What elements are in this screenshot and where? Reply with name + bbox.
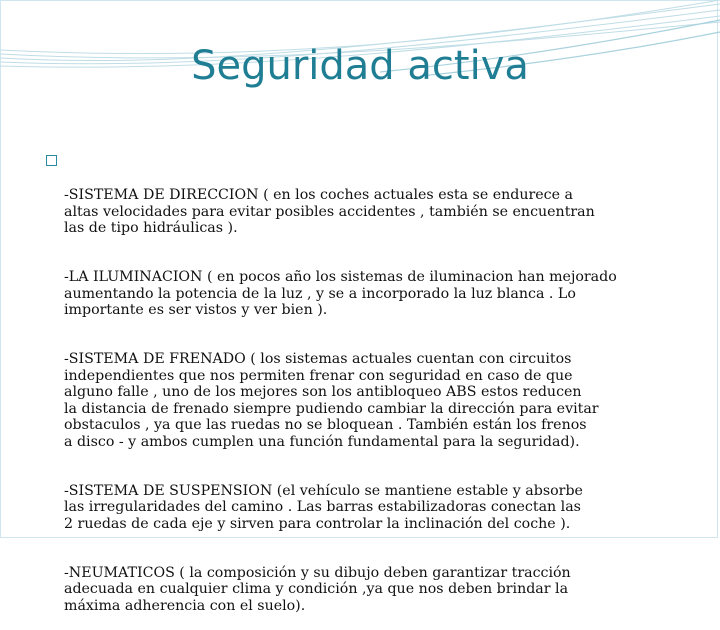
paragraph-suspension [46,466,686,532]
paragraph-text: -LA ILUMINACION ( en pocos año los sistemas de iluminacion han mejorado aumentando la potencia de la luz , y se a incorporado la luz blanca . Lo importante es ser vistos y ver bien ). [64,269,617,318]
paragraph-text: -SISTEMA DE DIRECCION ( en los coches actuales esta se endurece a altas velocidades para evitar posibles accidentes , también se encuentran las de tipo hidráulicas ). [64,187,595,236]
slide-body [46,154,686,630]
paragraph-text: -SISTEMA DE FRENADO ( los sistemas actuales cuentan con circuitos independientes que nos permiten frenar con seguridad en caso de que alguno falle , uno de los mejores son los antibloqueo ABS estos reducen la distancia de frenado siempre pudiendo cambiar la dirección para evitar obstaculos , ya que las ruedas no se bloquean . También están los frenos a disco - y ambos cumplen una función fundamental para la seguridad). [64,351,599,450]
square-bullet-icon [46,155,57,166]
slide-title: Seguridad activa [191,43,529,89]
paragraph-neumaticos [46,548,686,614]
paragraph-frenado [46,335,686,451]
paragraph-text: -SISTEMA DE SUSPENSION (el vehículo se mantiene estable y absorbe las irregularidades del camino . Las barras estabilizadoras conectan las 2 ruedas de cada eje y sirven para controlar la inclinación del coche ). [64,482,583,532]
paragraph-iluminacion [46,253,686,319]
paragraph-direccion [46,154,686,237]
paragraph-text: -NEUMATICOS ( la composición y su dibujo deben garantizar tracción adecuada en cualquier clima y condición ,ya que nos deben brindar la máxima adherencia con el suelo). [64,564,571,614]
